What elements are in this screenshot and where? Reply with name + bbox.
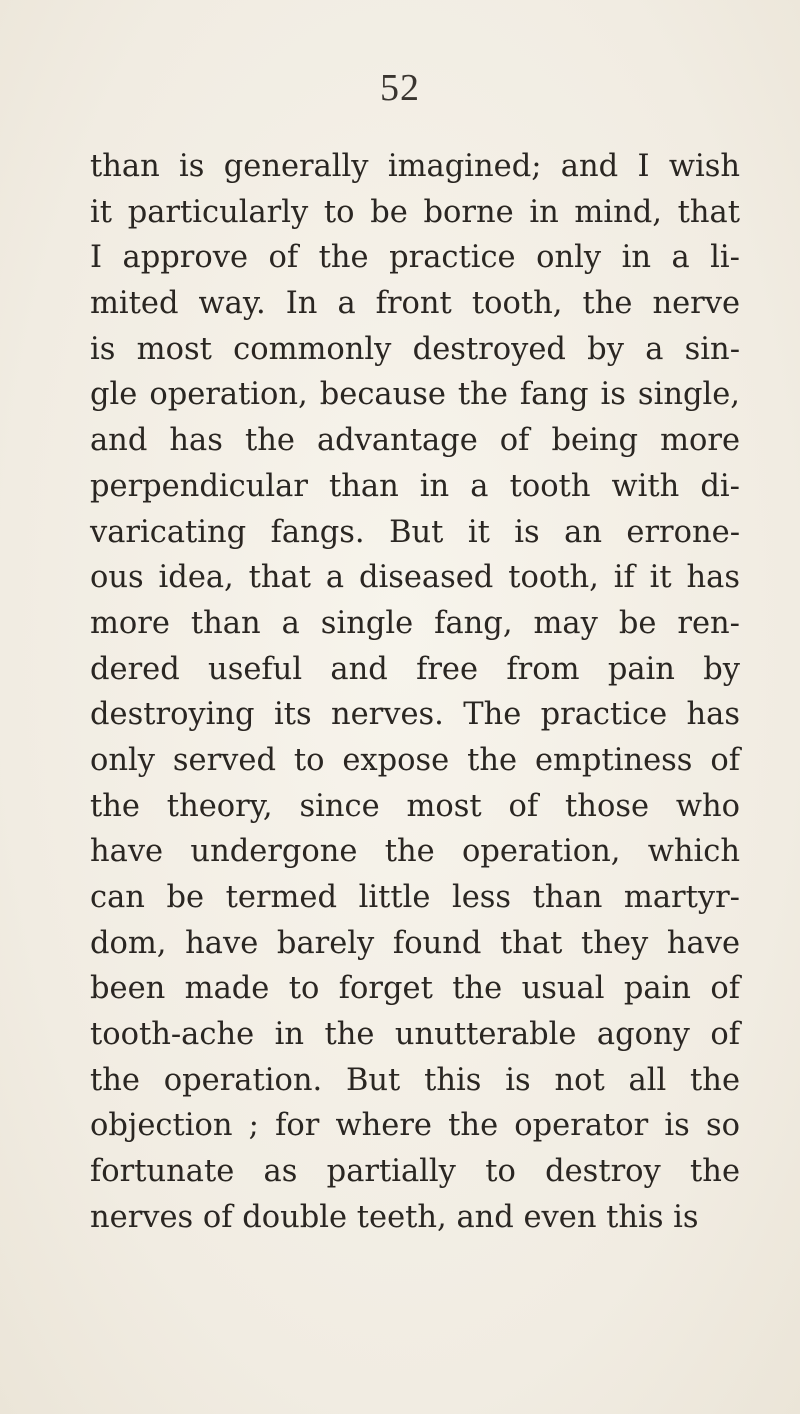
text-line: can be termed little less than martyr- xyxy=(90,880,740,915)
text-line: than is generally imagined; and I wish xyxy=(90,149,740,184)
text-line: have undergone the operation, which xyxy=(90,834,740,870)
text-line: only served to expose the emptiness of xyxy=(90,742,740,778)
text-line: ous idea, that a diseased tooth, if it has xyxy=(90,560,740,596)
text-line: I approve of the practice only in a li- xyxy=(90,240,740,276)
text-line: the theory, since most of those who xyxy=(90,788,740,824)
text-line: destroying its nerves. The practice has xyxy=(90,697,740,733)
text-line: objection ; for where the operator is so xyxy=(90,1108,740,1144)
text-line: more than a single fang, may be ren- xyxy=(90,605,740,641)
text-line: fortunate as partially to destroy the xyxy=(90,1154,740,1190)
text-line: and has the advantage of being more xyxy=(90,423,740,459)
text-line: is most commonly destroyed by a sin- xyxy=(90,331,740,367)
body-text xyxy=(90,144,740,1241)
page-number: 52 xyxy=(380,67,420,109)
text-line: been made to forget the usual pain of xyxy=(90,971,740,1007)
text-line: mited way. In a front tooth, the nerve xyxy=(90,286,740,322)
text-line: nerves of double teeth, and even this is xyxy=(90,1199,699,1235)
text-line: gle operation, because the fang is single, xyxy=(90,377,740,413)
text-line: varicating fangs. But it is an errone- xyxy=(90,514,740,550)
text-line: dered useful and free from pain by xyxy=(90,651,740,687)
text-line: dom, have barely found that they have xyxy=(90,925,740,961)
text-line: tooth-ache in the unutterable agony of xyxy=(90,1017,740,1053)
text-line: perpendicular than in a tooth with di- xyxy=(90,468,740,504)
text-line: the operation. But this is not all the xyxy=(90,1062,740,1098)
text-line: it particularly to be borne in mind, that xyxy=(90,194,740,230)
